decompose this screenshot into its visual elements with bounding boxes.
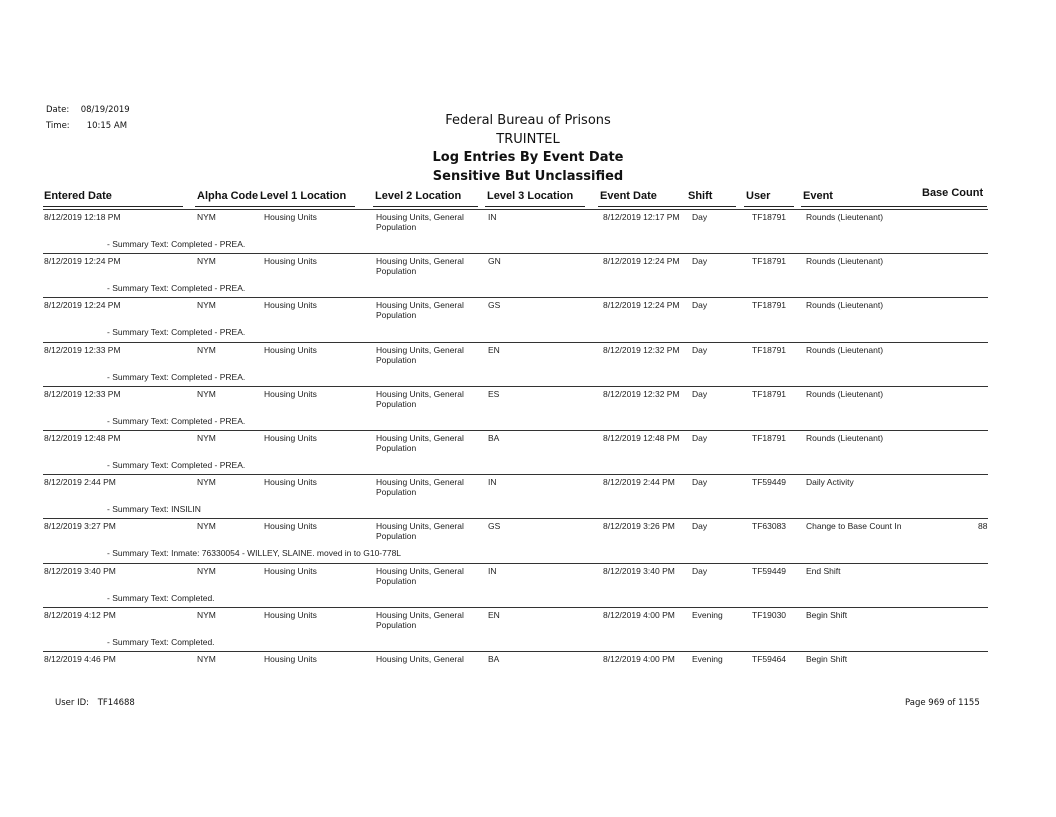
cell-shift: Day xyxy=(692,433,708,443)
row-summary-text: - Summary Text: Completed. xyxy=(107,593,215,603)
cell-shift: Evening xyxy=(692,654,723,664)
cell-base-count: 88 xyxy=(978,521,988,531)
cell-event-date: 8/12/2019 3:26 PM xyxy=(603,521,675,531)
cell-level3-location: GS xyxy=(488,300,501,310)
user-id-label: User ID: xyxy=(55,698,89,708)
classification-title: Sensitive But Unclassified xyxy=(432,169,624,184)
time-label: Time: xyxy=(46,121,70,131)
cell-level1-location: Housing Units xyxy=(264,212,317,222)
row-summary-text: - Summary Text: Completed - PREA. xyxy=(107,239,246,249)
row-separator xyxy=(43,607,988,608)
row-summary-text: - Summary Text: Inmate: 76330054 - WILLEY, SLAINE. moved in to G10-778L xyxy=(107,548,402,558)
cell-level1-location: Housing Units xyxy=(264,654,317,664)
cell-alpha-code: NYM xyxy=(197,433,216,443)
cell-level2-location: Housing Units, General Population xyxy=(376,477,464,497)
cell-alpha-code: NYM xyxy=(197,345,216,355)
cell-alpha-code: NYM xyxy=(197,477,216,487)
cell-entered-date: 8/12/2019 4:12 PM xyxy=(44,610,116,620)
cell-level3-location: EN xyxy=(488,610,500,620)
row-summary-text: - Summary Text: Completed - PREA. xyxy=(107,460,246,470)
cell-level2-location: Housing Units, General xyxy=(376,654,464,664)
cell-level2-location: Housing Units, General Population xyxy=(376,256,464,276)
row-summary-text: - Summary Text: Completed - PREA. xyxy=(107,416,246,426)
cell-event-date: 8/12/2019 3:40 PM xyxy=(603,566,675,576)
cell-event: Daily Activity xyxy=(806,477,854,487)
cell-event: Begin Shift xyxy=(806,654,848,664)
cell-level3-location: BA xyxy=(488,654,500,664)
row-separator xyxy=(43,430,988,431)
cell-event: Rounds (Lieutenant) xyxy=(806,300,884,310)
cell-event: Change to Base Count In xyxy=(806,521,902,531)
cell-user: TF18791 xyxy=(752,389,787,399)
cell-event: Rounds (Lieutenant) xyxy=(806,433,884,443)
cell-user: TF18791 xyxy=(752,433,787,443)
cell-event: Rounds (Lieutenant) xyxy=(806,389,884,399)
cell-level1-location: Housing Units xyxy=(264,300,317,310)
cell-user: TF18791 xyxy=(752,300,787,310)
report-title: Log Entries By Event Date xyxy=(432,150,624,165)
row-summary-text: - Summary Text: Completed - PREA. xyxy=(107,372,246,382)
header-underline xyxy=(43,206,183,207)
cell-alpha-code: NYM xyxy=(197,389,216,399)
cell-entered-date: 8/12/2019 3:40 PM xyxy=(44,566,116,576)
cell-shift: Day xyxy=(692,566,708,576)
row-summary-text: - Summary Text: Completed - PREA. xyxy=(107,327,246,337)
header-underline xyxy=(373,206,478,207)
cell-level3-location: IN xyxy=(488,212,497,222)
col-user: User xyxy=(746,190,771,202)
col-event-date: Event Date xyxy=(600,190,657,202)
cell-alpha-code: NYM xyxy=(197,566,216,576)
col-shift: Shift xyxy=(688,190,713,202)
cell-level3-location: BA xyxy=(488,433,500,443)
cell-user: TF59449 xyxy=(752,566,787,576)
cell-entered-date: 8/12/2019 12:24 PM xyxy=(44,256,121,266)
date-value: 08/19/2019 xyxy=(80,105,130,115)
user-id xyxy=(55,698,135,708)
cell-event-date: 8/12/2019 2:44 PM xyxy=(603,477,675,487)
cell-user: TF19030 xyxy=(752,610,787,620)
cell-user: TF59449 xyxy=(752,477,787,487)
cell-user: TF59464 xyxy=(752,654,787,664)
cell-entered-date: 8/12/2019 12:33 PM xyxy=(44,389,121,399)
cell-level1-location: Housing Units xyxy=(264,477,317,487)
cell-level3-location: ES xyxy=(488,389,500,399)
cell-level2-location: Housing Units, General Population xyxy=(376,300,464,320)
row-summary-text: - Summary Text: Completed. xyxy=(107,637,215,647)
cell-level1-location: Housing Units xyxy=(264,521,317,531)
header-underline xyxy=(801,206,987,207)
cell-level2-location: Housing Units, General Population xyxy=(376,389,464,409)
cell-entered-date: 8/12/2019 12:18 PM xyxy=(44,212,121,222)
cell-entered-date: 8/12/2019 12:48 PM xyxy=(44,433,121,443)
row-separator xyxy=(43,253,988,254)
cell-event: Rounds (Lieutenant) xyxy=(806,256,884,266)
col-event: Event xyxy=(803,190,833,202)
cell-alpha-code: NYM xyxy=(197,256,216,266)
header-underline xyxy=(598,206,736,207)
cell-shift: Day xyxy=(692,212,708,222)
cell-level1-location: Housing Units xyxy=(264,566,317,576)
cell-alpha-code: NYM xyxy=(197,610,216,620)
col-level1-location: Level 1 Location xyxy=(260,190,347,202)
cell-level1-location: Housing Units xyxy=(264,610,317,620)
cell-shift: Evening xyxy=(692,610,723,620)
cell-event: Rounds (Lieutenant) xyxy=(806,345,884,355)
cell-event-date: 8/12/2019 12:24 PM xyxy=(603,256,680,266)
cell-level3-location: IN xyxy=(488,566,497,576)
cell-entered-date: 8/12/2019 3:27 PM xyxy=(44,521,116,531)
row-separator xyxy=(43,474,988,475)
row-separator xyxy=(43,297,988,298)
cell-level2-location: Housing Units, General Population xyxy=(376,433,464,453)
cell-entered-date: 8/12/2019 2:44 PM xyxy=(44,477,116,487)
system-title: TRUINTEL xyxy=(496,132,560,147)
cell-user: TF18791 xyxy=(752,256,787,266)
cell-shift: Day xyxy=(692,477,708,487)
col-alpha-code: Alpha Code xyxy=(197,190,259,202)
cell-alpha-code: NYM xyxy=(197,521,216,531)
page-number: Page 969 of 1155 xyxy=(905,698,980,708)
cell-alpha-code: NYM xyxy=(197,212,216,222)
cell-level2-location: Housing Units, General Population xyxy=(376,610,464,630)
time-value: 10:15 AM xyxy=(86,121,128,131)
row-separator xyxy=(43,563,988,564)
cell-event-date: 8/12/2019 12:48 PM xyxy=(603,433,680,443)
cell-event-date: 8/12/2019 4:00 PM xyxy=(603,654,675,664)
cell-level3-location: GS xyxy=(488,521,501,531)
cell-level1-location: Housing Units xyxy=(264,433,317,443)
row-summary-text: - Summary Text: Completed - PREA. xyxy=(107,283,246,293)
row-separator xyxy=(43,518,988,519)
row-separator xyxy=(43,209,988,210)
cell-level3-location: GN xyxy=(488,256,501,266)
cell-entered-date: 8/12/2019 12:24 PM xyxy=(44,300,121,310)
cell-level2-location: Housing Units, General Population xyxy=(376,212,464,232)
date-label: Date: xyxy=(46,105,70,115)
cell-alpha-code: NYM xyxy=(197,654,216,664)
cell-shift: Day xyxy=(692,256,708,266)
header-underline xyxy=(744,206,794,207)
cell-alpha-code: NYM xyxy=(197,300,216,310)
org-title: Federal Bureau of Prisons xyxy=(445,113,611,128)
col-level3-location: Level 3 Location xyxy=(487,190,574,202)
row-separator xyxy=(43,386,988,387)
row-separator xyxy=(43,651,988,652)
cell-level2-location: Housing Units, General Population xyxy=(376,521,464,541)
cell-event: Rounds (Lieutenant) xyxy=(806,212,884,222)
cell-level3-location: IN xyxy=(488,477,497,487)
cell-level1-location: Housing Units xyxy=(264,256,317,266)
cell-level2-location: Housing Units, General Population xyxy=(376,566,464,586)
cell-event: Begin Shift xyxy=(806,610,848,620)
col-base-count: Base Count xyxy=(922,187,984,199)
cell-level2-location: Housing Units, General Population xyxy=(376,345,464,365)
cell-level1-location: Housing Units xyxy=(264,389,317,399)
row-separator xyxy=(43,342,988,343)
cell-event-date: 8/12/2019 4:00 PM xyxy=(603,610,675,620)
cell-user: TF18791 xyxy=(752,345,787,355)
header-underline xyxy=(195,206,355,207)
cell-shift: Day xyxy=(692,521,708,531)
cell-entered-date: 8/12/2019 12:33 PM xyxy=(44,345,121,355)
cell-user: TF63083 xyxy=(752,521,787,531)
cell-entered-date: 8/12/2019 4:46 PM xyxy=(44,654,116,664)
cell-shift: Day xyxy=(692,389,708,399)
cell-level3-location: EN xyxy=(488,345,500,355)
col-entered-date: Entered Date xyxy=(44,190,112,202)
cell-event-date: 8/12/2019 12:32 PM xyxy=(603,389,680,399)
cell-event-date: 8/12/2019 12:24 PM xyxy=(603,300,680,310)
user-id-value: TF14688 xyxy=(97,698,135,708)
row-summary-text: - Summary Text: INSILIN xyxy=(107,504,201,514)
cell-level1-location: Housing Units xyxy=(264,345,317,355)
cell-user: TF18791 xyxy=(752,212,787,222)
header-underline xyxy=(485,206,585,207)
cell-event-date: 8/12/2019 12:32 PM xyxy=(603,345,680,355)
cell-shift: Day xyxy=(692,300,708,310)
cell-event-date: 8/12/2019 12:17 PM xyxy=(603,212,680,222)
cell-event: End Shift xyxy=(806,566,841,576)
cell-shift: Day xyxy=(692,345,708,355)
col-level2-location: Level 2 Location xyxy=(375,190,462,202)
